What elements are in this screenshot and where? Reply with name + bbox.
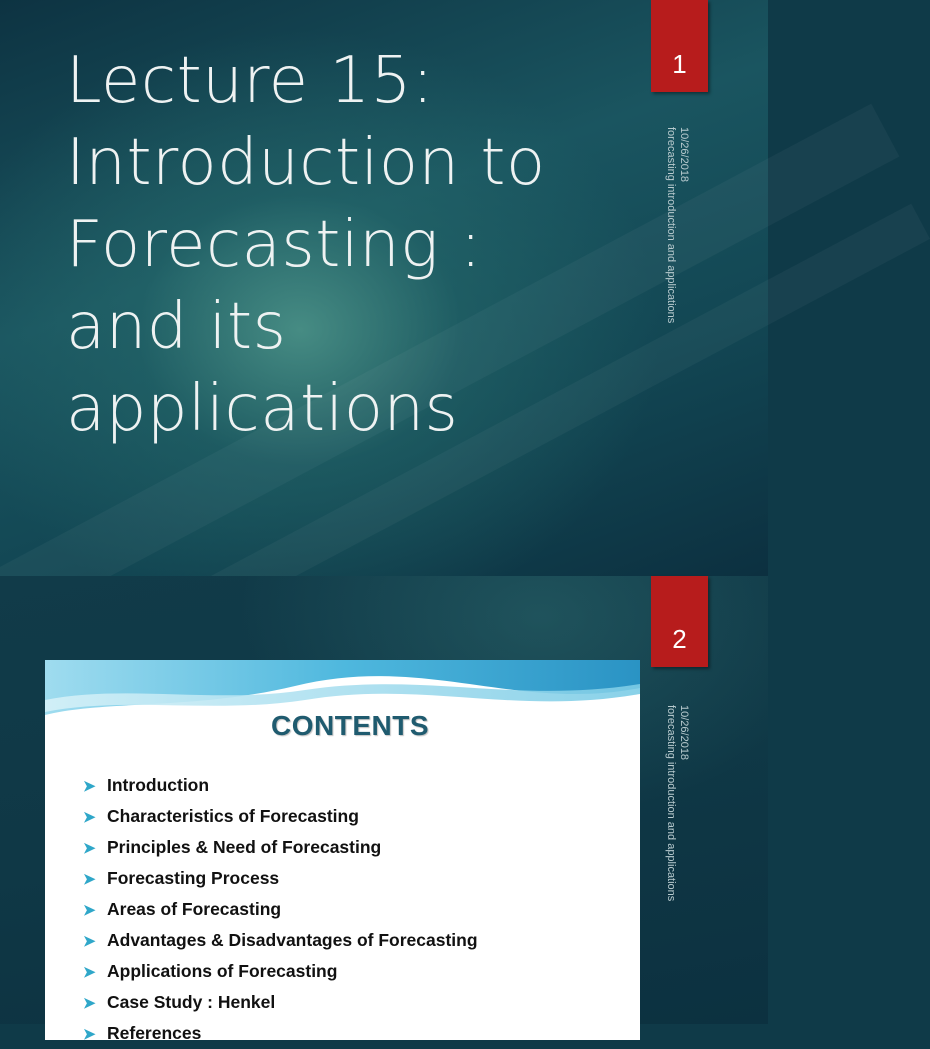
arrowhead-bullet-icon: ➤	[83, 901, 96, 919]
footer-date: 10/26/2018	[678, 127, 690, 183]
title-line: applications	[66, 372, 459, 446]
slide-title	[66, 40, 626, 450]
arrowhead-bullet-icon: ➤	[83, 1025, 96, 1043]
title-line: Introduction to	[66, 126, 546, 200]
slide-number: 1	[672, 49, 687, 79]
slide-number-badge	[651, 0, 708, 92]
list-item-label: References	[107, 1023, 202, 1043]
footer-date: 10/26/2018	[678, 705, 690, 761]
list-item-label: Areas of Forecasting	[107, 899, 282, 919]
arrowhead-bullet-icon: ➤	[83, 994, 96, 1012]
list-item-label: Principles & Need of Forecasting	[107, 837, 382, 857]
contents-image	[45, 660, 640, 1043]
list-item	[83, 894, 478, 925]
footer-title: forecasting introduction and applications	[665, 127, 677, 324]
arrowhead-bullet-icon: ➤	[83, 963, 96, 981]
slide-number: 2	[672, 624, 687, 654]
slide-footer	[664, 127, 690, 323]
arrowhead-bullet-icon: ➤	[83, 839, 96, 857]
list-item	[83, 770, 478, 801]
title-line: Forecasting :	[66, 208, 482, 282]
list-item-label: Forecasting Process	[107, 868, 280, 888]
title-line: and its	[66, 290, 287, 364]
slide-number-badge	[651, 576, 708, 667]
title-line: Lecture 15:	[66, 44, 434, 118]
list-item-label: Applications of Forecasting	[107, 961, 338, 981]
list-item-label: Characteristics of Forecasting	[107, 806, 359, 826]
slide-footer	[664, 705, 690, 901]
list-item	[83, 925, 478, 956]
list-item-label: Advantages & Disadvantages of Forecasting	[107, 930, 478, 950]
contents-list	[83, 770, 478, 1049]
contents-heading: CONTENTS	[271, 710, 429, 741]
list-item	[83, 987, 478, 1018]
arrowhead-bullet-icon: ➤	[83, 808, 96, 826]
list-item	[83, 1018, 478, 1049]
arrowhead-bullet-icon: ➤	[83, 870, 96, 888]
list-item	[83, 832, 478, 863]
list-item-label: Case Study : Henkel	[107, 992, 276, 1012]
list-item	[83, 801, 478, 832]
footer-title: forecasting introduction and applications	[665, 705, 677, 902]
list-item	[83, 956, 478, 987]
list-item	[83, 863, 478, 894]
slide-2	[0, 576, 768, 1043]
list-item-label: Introduction	[107, 775, 210, 795]
arrowhead-bullet-icon: ➤	[83, 777, 96, 795]
arrowhead-bullet-icon: ➤	[83, 932, 96, 950]
slide-1	[0, 0, 768, 576]
